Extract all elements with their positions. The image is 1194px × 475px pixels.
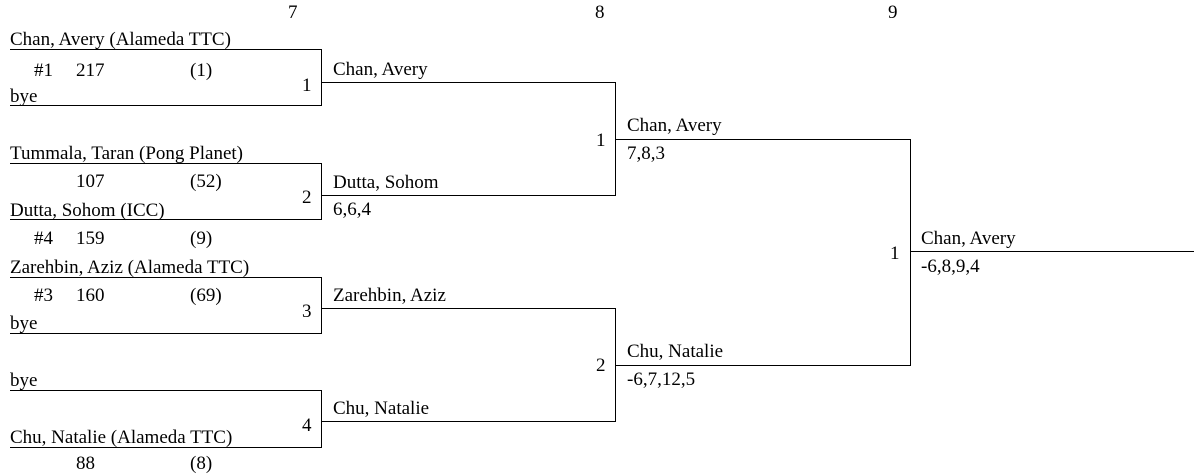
bracket-line	[321, 163, 322, 220]
match-score: 6,6,4	[333, 199, 371, 220]
bracket-line	[321, 390, 322, 448]
bracket-line	[321, 49, 322, 106]
bracket-line	[322, 421, 616, 422]
entry-seed: #4	[34, 228, 53, 249]
entry-rank: (8)	[190, 453, 213, 474]
bracket-line	[321, 277, 322, 334]
entry-rating: 88	[76, 453, 95, 474]
advancing-player-name: Dutta, Sohom	[333, 172, 439, 193]
bracket-line	[910, 139, 911, 366]
entry-player-name: Chu, Natalie (Alameda TTC)	[10, 427, 233, 448]
bracket-line	[10, 333, 322, 334]
match-score: 7,8,3	[627, 143, 665, 164]
entry-rating: 217	[76, 60, 105, 81]
round-header-8: 8	[595, 2, 605, 23]
entry-player-name: Chan, Avery (Alameda TTC)	[10, 29, 231, 50]
entry-rating: 160	[76, 285, 105, 306]
match-number: 2	[596, 355, 606, 376]
bracket-line	[322, 308, 616, 309]
advancing-player-name: Chan, Avery	[627, 115, 722, 136]
entry-seed: #3	[34, 285, 53, 306]
final-score: -6,8,9,4	[921, 256, 980, 277]
entry-seed: #1	[34, 60, 53, 81]
advancing-player-name: Chan, Avery	[333, 59, 428, 80]
bracket-line	[10, 277, 322, 278]
bracket-line	[10, 49, 322, 50]
entry-player-name: Tummala, Taran (Pong Planet)	[10, 143, 243, 164]
round-header-9: 9	[888, 2, 898, 23]
bracket-line	[10, 390, 322, 391]
entry-rating: 159	[76, 228, 105, 249]
champion-name: Chan, Avery	[921, 228, 1016, 249]
entry-rank: (1)	[190, 60, 213, 81]
advancing-player-name: Zarehbin, Aziz	[333, 285, 446, 306]
entry-player-name: Zarehbin, Aziz (Alameda TTC)	[10, 257, 250, 278]
match-number: 3	[302, 301, 312, 322]
bracket-line	[10, 105, 322, 106]
bracket-line	[911, 251, 1194, 252]
advancing-player-name: Chu, Natalie	[627, 341, 724, 362]
bracket-line	[616, 365, 911, 366]
entry-player-name: bye	[10, 86, 38, 107]
round-header-7: 7	[288, 2, 298, 23]
match-number: 1	[890, 243, 900, 264]
bracket-line	[10, 447, 322, 448]
bracket-line	[10, 219, 322, 220]
entry-player-name: bye	[10, 313, 38, 334]
entry-player-name: Dutta, Sohom (ICC)	[10, 200, 165, 221]
entry-rating: 107	[76, 171, 105, 192]
bracket-line	[322, 195, 616, 196]
entry-rank: (9)	[190, 228, 213, 249]
match-number: 4	[302, 415, 312, 436]
entry-player-name: bye	[10, 370, 38, 391]
match-number: 2	[302, 187, 312, 208]
bracket-line	[322, 82, 616, 83]
bracket-line	[10, 163, 322, 164]
entry-rank: (52)	[190, 171, 222, 192]
bracket-line	[616, 139, 911, 140]
advancing-player-name: Chu, Natalie	[333, 398, 430, 419]
match-number: 1	[596, 130, 606, 151]
match-score: -6,7,12,5	[627, 369, 696, 390]
match-number: 1	[302, 75, 312, 96]
entry-rank: (69)	[190, 285, 222, 306]
